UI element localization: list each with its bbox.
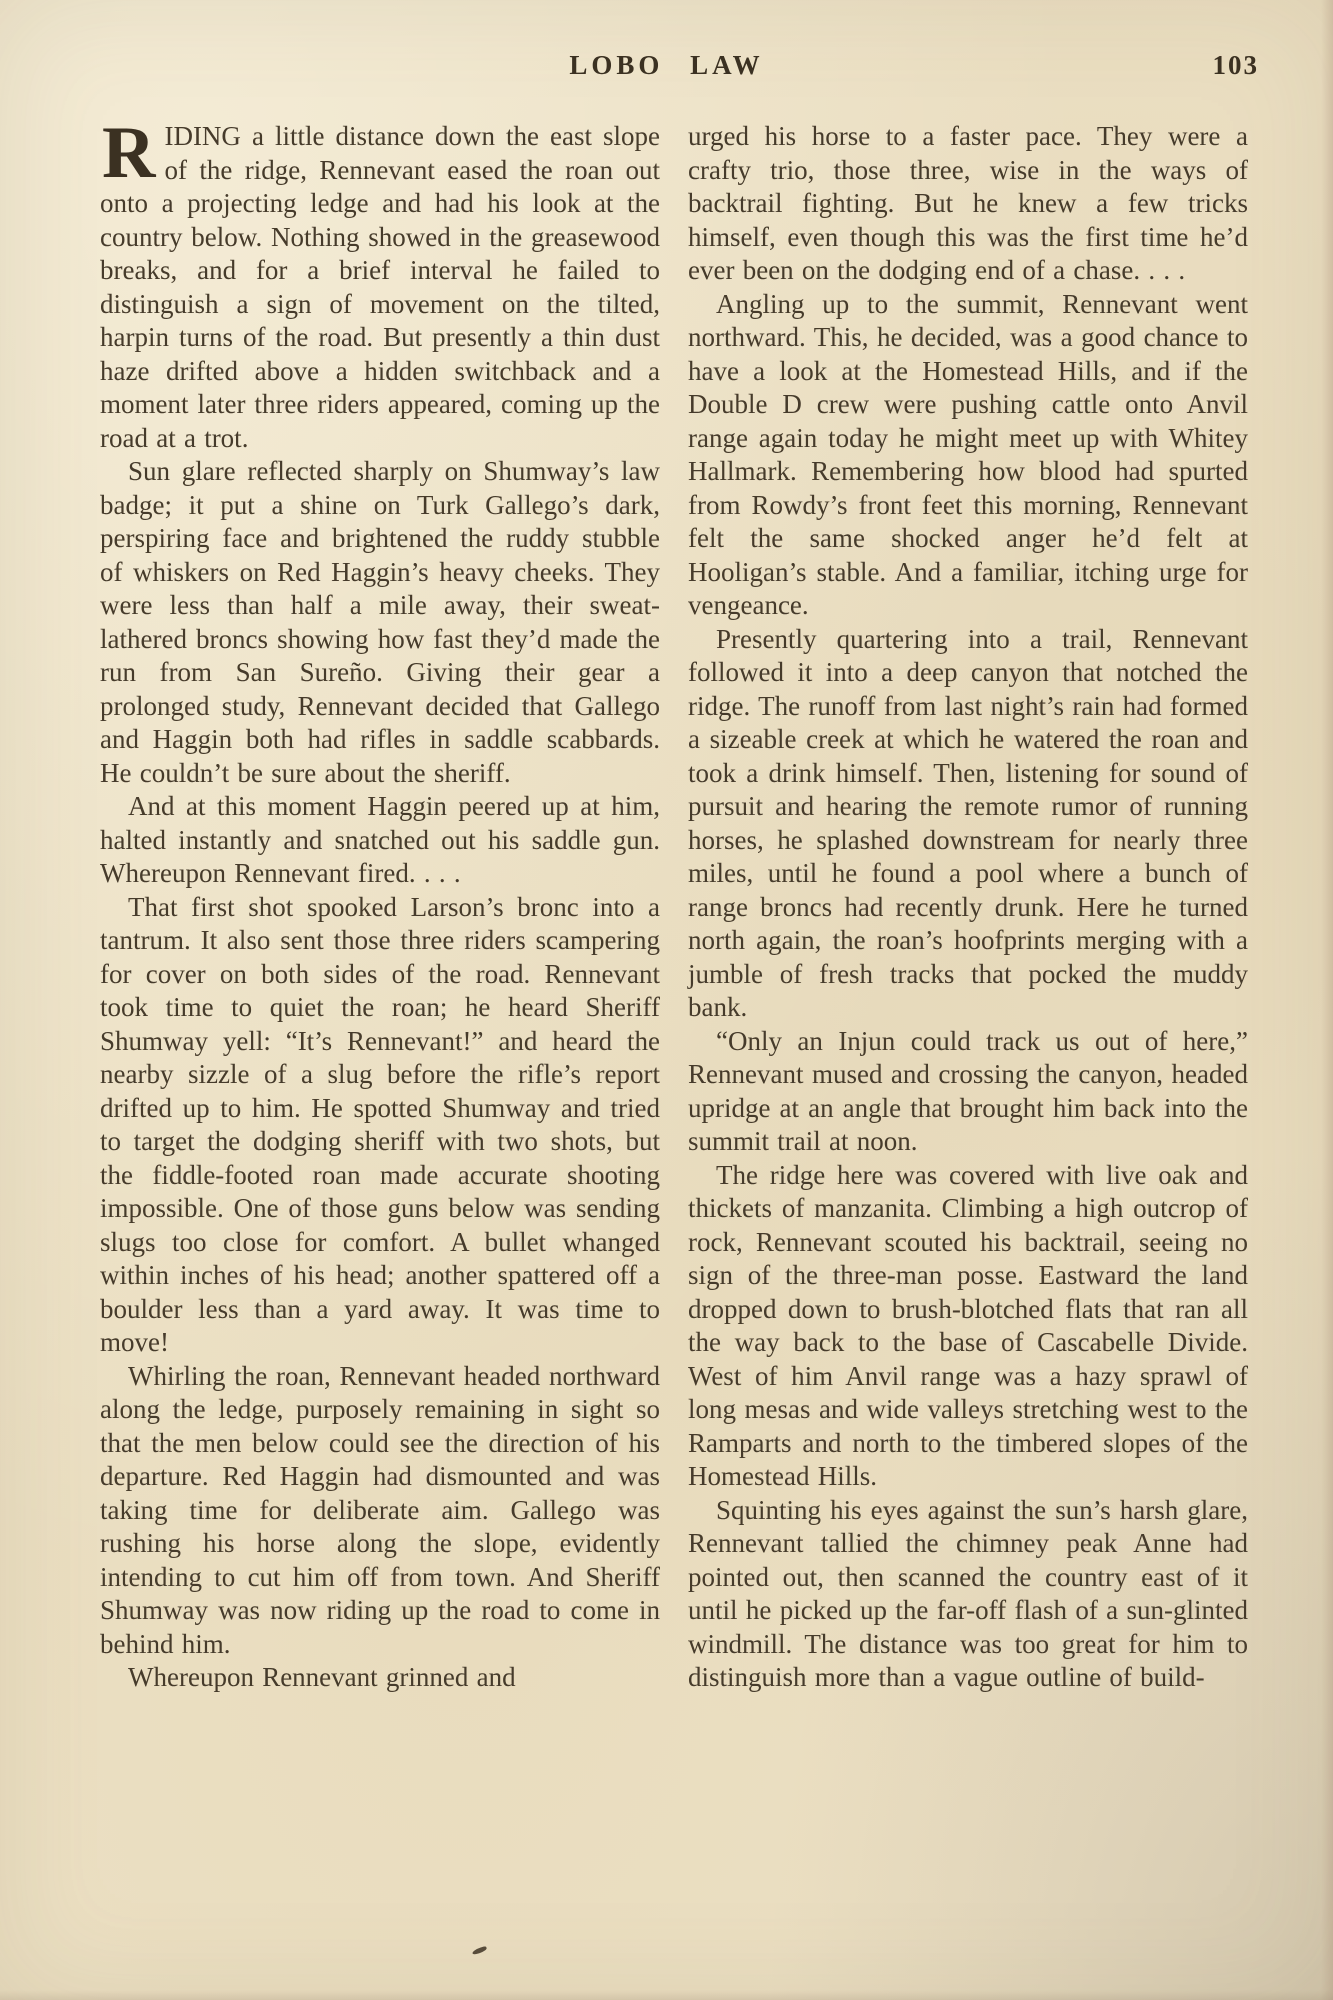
paragraph: The ridge here was covered with live oak and thickets of manzanita. Climbing a high outcrop of rock, Rennevant scouted his backtrail, seeing no sign of the three-man posse. Eastward the land dropped down to brush-blotched flats that ran all the way back to the base of Cascabelle Divide. West of him Anvil range was a hazy sprawl of long mesas and wide valleys stretching west to the Ramparts and north to the timbered slopes of the Homestead Hills. (688, 1159, 1248, 1491)
running-title: LOBO LAW (569, 50, 764, 80)
ink-speck (472, 1946, 488, 1955)
paragraph: Whirling the roan, Rennevant headed northward along the ledge, purposely remaining in sight so that the men below could see the direction of his departure. Red Haggin had dismounted and was taking time for deliberate aim. Gallego was rushing his horse along the slope, evidently intending to cut him off from town. And Sheriff Shumway was now riding up the road to come in behind him. (100, 1360, 660, 1659)
paragraph: Angling up to the summit, Rennevant went northward. This, he decided, was a good chance to have a look at the Homestead Hills, and if the Double D crew were pushing cattle onto Anvil range again today he might meet up with Whitey Hallmark. Remembering how blood had spurted from Rowdy’s front feet this morning, Rennevant felt the same shocked anger he’d felt at Hooligan’s stable. And a familiar, itching urge for vengeance. (688, 288, 1248, 620)
paragraph: And at this moment Haggin peered up at him, halted instantly and snatched out his saddle gun. Whereupon Rennevant fired. . . . (100, 791, 660, 888)
paragraph: urged his horse to a faster pace. They were a crafty trio, those three, wise in the ways of backtrail fighting. But he knew a few tricks himself, even though this was the first time he’d ever been on the dodging end of a chase. . . . (688, 121, 1248, 285)
right-column (688, 120, 1248, 1695)
paragraph: Presently quartering into a trail, Rennevant followed it into a deep canyon that notched the ridge. The runoff from last night’s rain had formed a sizeable creek at which he watered the roan and took a drink himself. Then, listening for sound of pursuit and hearing the remote rumor of running horses, he splashed downstream for nearly three miles, until he found a pool where a bunch of range broncs had recently drunk. Here he turned north again, the roan’s hoofprints merging with a jumble of fresh tracks that pocked the muddy bank. (688, 623, 1248, 1022)
page-number: 103 (1212, 50, 1259, 80)
paragraph: Whereupon Rennevant grinned and (128, 1662, 516, 1692)
dropcap-letter: R (102, 112, 156, 194)
left-column (100, 112, 660, 1695)
scan-edge-right (1321, 0, 1333, 2000)
paragraph: Squinting his eyes against the sun’s harsh glare, Rennevant tallied the chimney peak Anne had pointed out, then scanned the country east of it until he picked up the far-off flash of a sun-glinted windmill. The distance was too great for him to distinguish more than a vague outline of build- (688, 1494, 1248, 1692)
paragraph: That first shot spooked Larson’s bronc into a tantrum. It also sent those three riders scampering for cover on both sides of the road. Rennevant took time to quiet the roan; he heard Sheriff Shumway yell: “It’s Rennevant!” and heard the nearby sizzle of a slug before the rifle’s report drifted up to him. He spotted Shumway and tried to target the dodging sheriff with two shots, but the fiddle-footed roan made accurate shooting impossible. One of those guns below was sending slugs too close for comfort. A bullet whanged within inches of his head; another spattered off a boulder less than a yard away. It was time to move! (100, 891, 660, 1357)
paragraph: “Only an Injun could track us out of here,” Rennevant mused and crossing the canyon, headed upridge at an angle that brought him back into the summit trail at noon. (688, 1025, 1248, 1156)
scan-edge-bottom (0, 1990, 1333, 2000)
paragraph: Sun glare reflected sharply on Shumway’s law badge; it put a shine on Turk Gallego’s dark, perspiring face and brightened the ruddy stubble of whiskers on Red Haggin’s heavy cheeks. They were less than half a mile away, their sweat-lathered broncs showing how fast they’d made the run from San Sureño. Giving their gear a prolonged study, Rennevant decided that Gallego and Haggin both had rifles in saddle scabbards. He couldn’t be sure about the sheriff. (100, 456, 660, 788)
text-columns (100, 112, 1248, 1695)
paragraph: RIDING a little distance down the east slope of the ridge, Rennevant eased the roan out onto a projecting ledge and had his look at the country below. Nothing showed in the greasewood breaks, and for a brief interval he failed to distinguish a sign of movement on the tilted, harpin turns of the road. But presently a thin dust haze drifted above a hidden switchback and a moment later three riders appeared, coming up the road at a trot. (100, 112, 660, 453)
